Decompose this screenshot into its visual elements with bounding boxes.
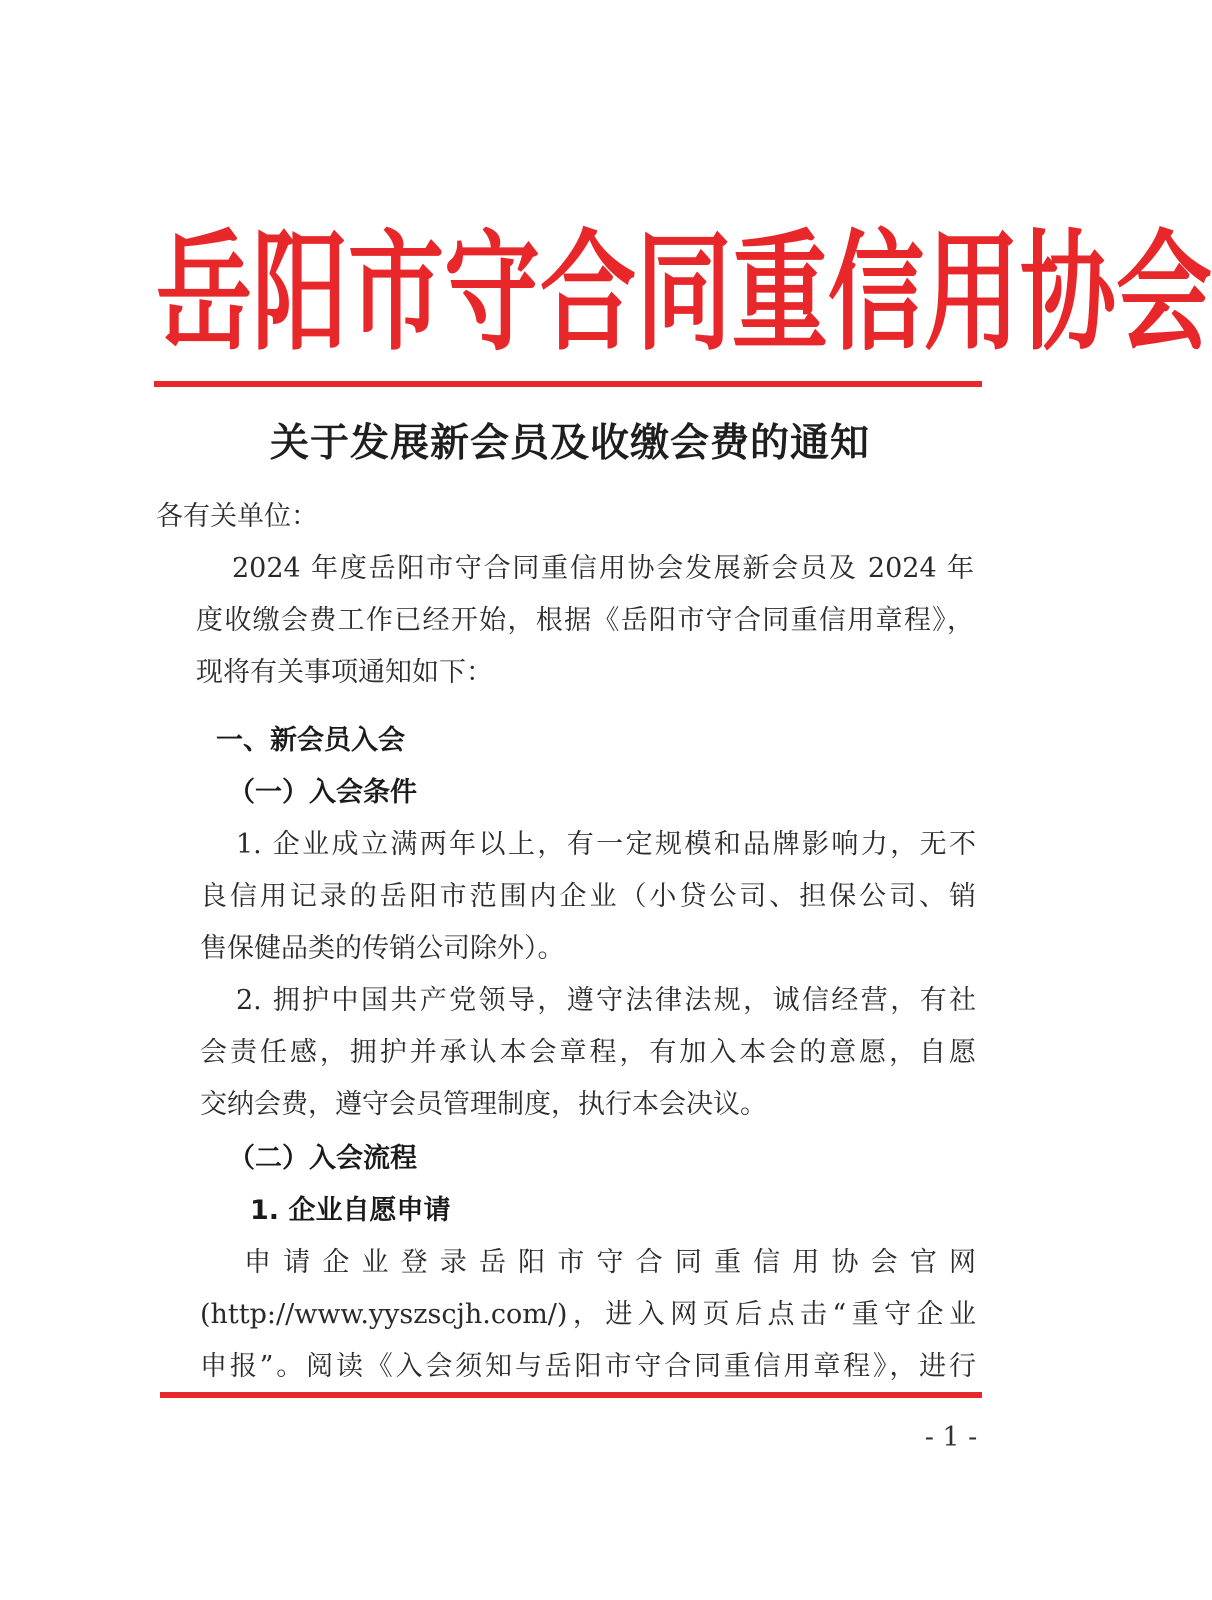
paragraph-line: 1. 企业成立满两年以上，有一定规模和品牌影响力，无不	[236, 829, 976, 860]
org-title-char: 市	[348, 217, 444, 369]
paragraph-line: 售保健品类的传销公司除外）。	[200, 933, 565, 964]
org-title-char: 协	[1020, 217, 1116, 369]
paragraph-line: (http://www.yyszscjh.com/)，进入网页后点击“重守企业	[200, 1299, 976, 1330]
org-title-char: 信	[828, 217, 924, 369]
paragraph-line: 会责任感，拥护并承认本会章程，有加入本会的意愿，自愿	[200, 1037, 976, 1068]
paragraph-line: 申请企业登录岳阳市守合同重信用协会官网	[244, 1247, 976, 1278]
page-number: - 1 -	[924, 1422, 978, 1453]
subsection-heading: （一）入会条件	[228, 777, 417, 808]
salutation: 各有关单位：	[156, 501, 318, 532]
organization-title	[156, 217, 1212, 369]
document-title: 关于发展新会员及收缴会费的通知	[269, 421, 870, 466]
org-title-char: 同	[636, 217, 732, 369]
paragraph-line: 交纳会费，遵守会员管理制度，执行本会决议。	[200, 1089, 767, 1120]
intro-line: 度收缴会费工作已经开始，根据《岳阳市守合同重信用章程》，	[196, 605, 974, 636]
paragraph-line: 2. 拥护中国共产党领导，遵守法律法规，诚信经营，有社	[236, 985, 976, 1016]
intro-line: 现将有关事项通知如下：	[196, 657, 493, 688]
org-title-char: 重	[732, 217, 828, 369]
header-divider	[154, 381, 982, 387]
paragraph-line: 良信用记录的岳阳市范围内企业（小贷公司、担保公司、销	[200, 881, 976, 912]
intro-line: 2024 年度岳阳市守合同重信用协会发展新会员及 2024 年	[232, 553, 974, 584]
org-title-char: 用	[924, 217, 1020, 369]
org-title-char: 岳	[156, 217, 252, 369]
org-title-char: 会	[1116, 217, 1212, 369]
paragraph-line: 申报”。阅读《入会须知与岳阳市守合同重信用章程》，进行	[200, 1351, 976, 1382]
org-title-char: 阳	[252, 217, 348, 369]
section-heading: 一、新会员入会	[216, 725, 405, 756]
org-title-char: 守	[444, 217, 540, 369]
step-heading: 1. 企业自愿申请	[250, 1195, 451, 1226]
footer-divider	[160, 1392, 982, 1398]
org-title-char: 合	[540, 217, 636, 369]
subsection-heading: （二）入会流程	[228, 1143, 417, 1174]
